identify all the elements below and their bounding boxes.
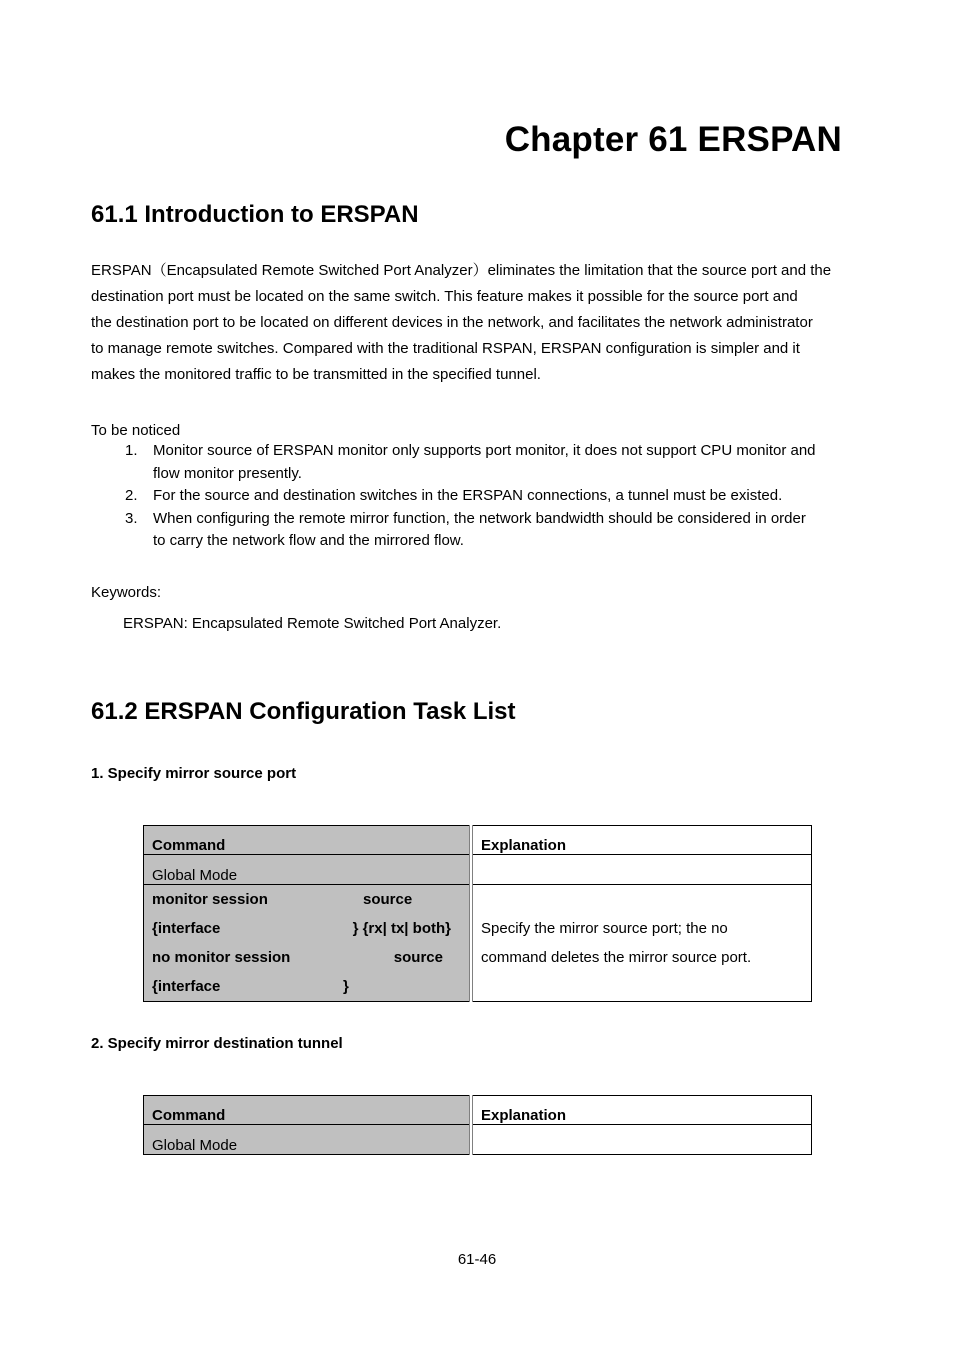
intro-line: makes the monitored traffic to be transmitted in the specified tunnel. <box>91 366 541 383</box>
keywords-label: Keywords: <box>91 584 162 601</box>
command-explanation-cell <box>471 885 812 1002</box>
intro-line: ERSPAN（Encapsulated Remote Switched Port Analyzer）eliminates the limitation that the source port and the <box>91 262 832 279</box>
table-header-command: Command <box>144 1096 472 1125</box>
list-item-text: When configuring the remote mirror function, the network bandwidth should be considered in order <box>153 509 806 527</box>
command-line <box>144 972 469 1001</box>
list-item-number: 2. <box>125 487 138 504</box>
notice-label: To be noticed <box>91 422 181 439</box>
table-mode-explanation <box>471 855 812 885</box>
table-header-explanation: Explanation <box>471 1096 812 1125</box>
step-heading: 2. Specify mirror destination tunnel <box>91 1035 343 1052</box>
command-keyword: no monitor session <box>152 949 291 966</box>
list-item-number: 3. <box>125 509 138 527</box>
command-line <box>144 914 469 943</box>
table-header-command: Command <box>144 826 472 855</box>
command-keyword: } {rx| tx| both} <box>352 920 451 937</box>
list-item-text: For the source and destination switches in the ERSPAN connections, a tunnel must be existed. <box>153 487 783 504</box>
explanation-line: Specify the mirror source port; the no <box>481 920 728 937</box>
intro-line: destination port must be located on the same switch. This feature makes it possible for the source port and <box>91 288 798 305</box>
list-item-text: flow monitor presently. <box>153 464 302 482</box>
command-keyword: source <box>363 891 413 908</box>
command-table-destination-tunnel <box>143 1095 812 1155</box>
intro-paragraph <box>91 258 871 388</box>
table-mode-cell: Global Mode <box>144 855 472 885</box>
section-title-tasks: 61.2 ERSPAN Configuration Task List <box>91 698 516 725</box>
list-item <box>91 485 871 508</box>
table-header-explanation: Explanation <box>471 826 812 855</box>
notice-list <box>91 440 871 553</box>
intro-line: the destination port to be located on different devices in the network, and facilitates the network administrator <box>91 314 813 331</box>
table-mode-explanation <box>471 1125 812 1155</box>
command-keyword: {interface <box>152 920 221 937</box>
section-title-intro: 61.1 Introduction to ERSPAN <box>91 201 419 228</box>
keywords-text: ERSPAN: Encapsulated Remote Switched Port Analyzer. <box>123 615 502 632</box>
chapter-title: Chapter 61 ERSPAN <box>504 120 842 159</box>
command-syntax-cell <box>144 885 472 1002</box>
command-line <box>144 943 469 972</box>
page-number: 61-46 <box>457 1251 497 1268</box>
command-line <box>144 885 469 914</box>
step-heading: 1. Specify mirror source port <box>91 765 297 782</box>
intro-line: to manage remote switches. Compared with the traditional RSPAN, ERSPAN configuration is simpler and it <box>91 340 800 357</box>
list-item-number: 1. <box>125 442 138 459</box>
table-mode-cell: Global Mode <box>144 1125 472 1155</box>
command-keyword: } <box>343 978 349 995</box>
command-table-source-port <box>143 825 812 1002</box>
command-keyword: source <box>393 949 443 966</box>
command-keyword: {interface <box>152 978 221 995</box>
command-keyword: monitor session <box>152 891 268 908</box>
list-item-text: Monitor source of ERSPAN monitor only supports port monitor, it does not support CPU monitor and <box>153 442 816 459</box>
explanation-line: command deletes the mirror source port. <box>481 949 752 966</box>
list-item <box>91 440 871 485</box>
list-item-text: to carry the network flow and the mirrored flow. <box>153 532 464 549</box>
list-item <box>91 508 871 553</box>
